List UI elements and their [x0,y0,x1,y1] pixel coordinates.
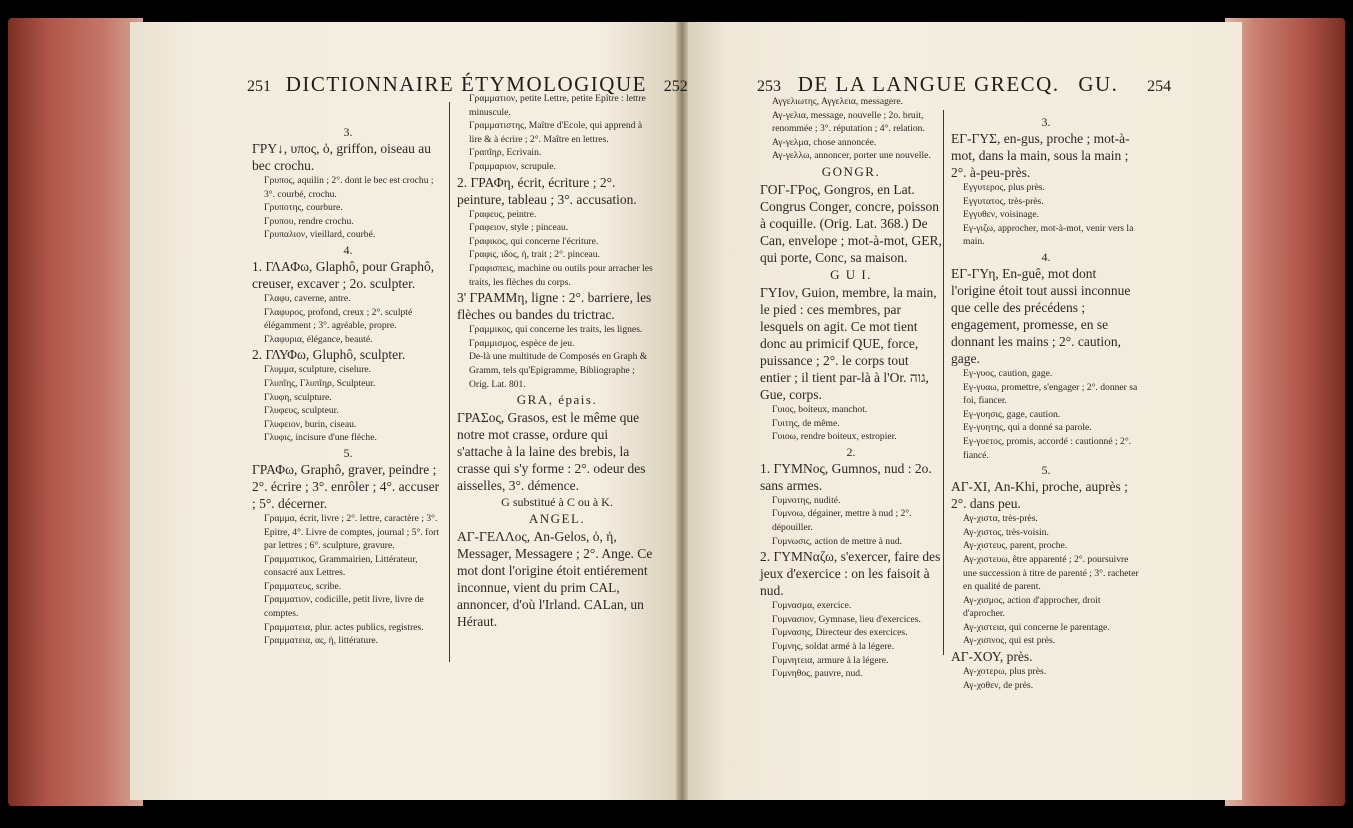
entry-derivative: Αγ-χοτερω, plus près. [963,666,1047,678]
right-page-header [757,72,1171,97]
section-heading: 3. [1041,115,1051,129]
right-column-rule [943,110,944,655]
entry-headword: 2. ΓΡΑΦη, écrit, écriture ; 2°. peinture, tableau ; 3°. accusation. [457,174,637,207]
entry-headword: ΓΡΥ↓, υπος, ὁ, griffon, oiseau au bec crochu. [252,141,432,173]
entry-headword: 3' ΓΡΑΜΜη, ligne : 2°. barriere, les flèches ou bandes du trictrac. [457,290,652,323]
entry-derivative: Γυμνασμα, exercice. [772,600,852,612]
section-heading: GRA, épais. [516,392,598,408]
entry-derivative: Γυμνητεια, armure à la légere. [772,654,889,666]
section-heading: GONGR. [821,163,881,179]
right-section-label: GU. [1078,72,1119,96]
entry-derivative: Αγγελιωτης, Αγγελεια, messagere. [772,96,904,107]
entry-derivative: Γυιος, boiteux, manchot. [772,403,868,415]
entry-derivative: Γραμμισμος, espèce de jeu. [469,337,575,349]
entry-headword: ΑΓ-ΓΕΛΛος, An-Gelos, ὁ, ἡ, Messager, Messagere ; 2°. Ange. Ce mot dont l'origine étoit entiérement inconnue, vient du prim CAL, annoncer, d'où l'Irland. CALan, un Héraut. [457,529,653,630]
entry-derivative: Γραφικος, qui concerne l'écriture. [469,235,599,247]
entry-derivative: Γυμνηθος, pauvre, nud. [772,668,863,680]
entry-derivative: Γραφειον, style ; pinceau. [469,222,569,234]
entry-derivative: Γραφευς, peintre. [469,208,537,220]
entry-headword: 1. ΓΛΑΦω, Glaphô, pour Graphô, creuser, excaver ; 2o. sculpter. [252,258,435,291]
entry-derivative: Αγ-χιστευω, être apparenté ; 2°. poursuivre une succession à titre de parenté ; 3°. racheter en qualité de parent. [963,553,1139,593]
entry-derivative: Γυμνασης, Directeur des exercices. [772,627,908,639]
section-heading: 2. [846,444,856,459]
entry-derivative: Γραμματιον, codicille, petit livre, livre de comptes. [264,594,424,620]
left-page-number-b: 252 [663,78,688,95]
entry-derivative: Γραπῖηρ, Ecrivain. [469,147,542,159]
right-running-title: DE LA LANGUE GRECQ. [797,72,1060,96]
entry-derivative: Αγ-χιστεια, qui concerne le parentage. [963,621,1110,633]
entry-derivative: Αγ-γελια, message, nouvelle ; 2o. bruit, renommée ; 3°. réputation ; 4°. relation. [772,109,925,135]
entry-headword: ΑΓ-ΧΟΥ, près. [951,649,1033,665]
entry-derivative: Γραφις, ιδος, ἡ, trait ; 2°. pinceau. [469,249,600,261]
entry-derivative: De-là une multitude de Composés en Graph & Gramm, tels qu'Epigramme, Bibliographe ; Orig. Lat. 801. [469,351,648,390]
entry-derivative: Αγ-χιστα, très-près. [963,513,1038,525]
entry-headword: ΓΟΓ-ΓΡος, Gongros, en Lat. Congrus Conger, concre, poisson à coquille. (Orig. Lat. 368.) De Can, envelope ; mot-à-mot, GER, qui porte, Conc, sa maison. [760,181,942,265]
entry-derivative: Γυμνοτης, nudité. [772,494,841,506]
entry-derivative: Γυμνοω, dégainer, mettre à nud ; 2°. dépouiller. [772,508,912,533]
entry-derivative: Γλυφις, incisure d'une flèche. [264,432,377,444]
section-heading: G substitué à C ou à K. [501,495,613,510]
entry-derivative: Γραμματιστης, Maître d'Ecole, qui apprend à lire & à écrire ; 2°. Maître en lettres. [469,120,643,145]
section-heading: 4. [343,242,353,257]
entry-derivative: Γραμμικος, qui concerne les traits, les lignes. [469,324,643,336]
left-column-rule [449,102,450,662]
entry-derivative: Γλαφυρος, profond, creux ; 2°. sculpté élégamment ; 3°. agréable, propre. [264,306,413,332]
entry-derivative: Εγ-γυητης, qui a donné sa parole. [963,422,1092,434]
entry-headword: 2. ΓΛΥΦω, Gluphô, sculpter. [252,347,406,363]
entry-derivative: Γραμματεια, plur. actes publics, registres. [264,621,424,633]
section-heading: 4. [1041,249,1051,264]
entry-derivative: Γλυφη, sculpture. [264,391,332,403]
entry-derivative: Γλαφυ, caverne, antre. [264,292,351,304]
entry-derivative: Εγ-γυετος, promis, accordé : cautionné ; 2°. fiancé. [963,435,1132,461]
entry-derivative: Εγ-γυαω, promettre, s'engager ; 2°. donner sa foi, fiancer. [963,381,1138,407]
entry-derivative: Γλυπῖης, Γλυπῖηρ, Sculpteur. [264,377,376,389]
entry-derivative: Αγ-χισμος, action d'approcher, droit d'aprocher. [963,594,1101,620]
left-column-2 [457,92,657,630]
section-heading: 3. [343,125,353,139]
right-page-number-a: 253 [757,78,781,95]
entry-derivative: Γραμμα, écrit, livre ; 2°. lettre, caractère ; 3°. Epitre, 4°. Livre de comptes, journal ; 5°. fort par lettres ; 6°. sculpture, gravure. [264,512,439,552]
section-heading: ANGEL. [528,511,586,527]
entry-derivative: Αγ-χοθεν, de près. [963,679,1034,691]
entry-headword: ΓΡΑΣος, Grasos, est le même que notre mot crasse, ordure qui s'attache à la laine des brebis, la crasse qui s'y forme : 2°. odeur des aisselles, 3°. démence. [457,410,646,494]
entry-headword: ΕΓ-ΓΥη, En-guê, mot dont l'origine étoit tout aussi inconnue que celle des précédens ; engagement, promesse, en se donnant les mains ; 2°. caution, gage. [951,265,1131,366]
entry-derivative: Εγ-γυησις, gage, caution. [963,408,1061,420]
entry-derivative: Γραμματεια, ας, ἡ, littérature. [264,635,379,647]
right-column-1 [760,95,942,681]
entry-headword: ΓΡΑΦω, Graphô, graver, peindre ; 2°. écrire ; 3°. enrôler ; 4°. accuser ; 5°. décerner. [252,461,440,511]
entry-headword: ΓΥΙον, Guion, membre, la main, le pied : ces membres, par lesquels on agit. Ce mot tient donc au primicif QUE, force, puissance ; 2°. le corps tout entier ; il tient par-là à l'Or. גוה, Gue, corps. [760,284,937,402]
entry-headword: 2. ΓΥΜΝαζω, s'exercer, faire des jeux d'exercice : on les faisoit à nud. [760,549,941,599]
book-gutter [676,22,688,800]
right-page-number-b: 254 [1147,78,1172,95]
left-column-1 [252,124,444,648]
entry-derivative: Γρυπου, rendre crochu. [264,215,354,227]
entry-derivative: Γρυπαλιον, vieillard, courbé. [264,229,376,241]
entry-derivative: Γυμνωσις, action de mettre à nud. [772,535,903,547]
entry-headword: 1. ΓΥΜΝος, Gumnos, nud : 2o. sans armes. [760,460,932,493]
entry-derivative: Γλυφευς, sculpteur. [264,405,339,417]
left-page-edges [8,18,143,806]
entry-derivative: Γραμμαριον, scrupule. [469,160,556,172]
entry-derivative: Αγ-χιστος, très-voisin. [963,526,1049,538]
entry-derivative: Γυιοω, rendre boiteux, estropier. [772,431,897,443]
entry-derivative: Γρυποτης, courbure. [264,202,343,214]
left-running-title: DICTIONNAIRE ÉTYMOLOGIQUE [285,72,647,96]
entry-derivative: Γρυπος, aquilin ; 2°. dont le bec est crochu ; 3°. courbé, crochu. [264,175,434,200]
entry-derivative: Εγγυθεν, voisinage. [963,209,1040,221]
entry-derivative: Γυμνης, soldat armé à la légere. [772,640,895,652]
entry-derivative: Γλυφειον, burin, ciseau. [264,418,357,430]
left-page-number-a: 251 [247,78,271,95]
entry-derivative: Γλυμμα, sculpture, ciselure. [264,364,372,376]
section-heading: 5. [1041,463,1051,478]
entry-derivative: Γραμματευς, scribe. [264,580,342,592]
entry-derivative: Γραμματιον, petite Lettre, petite Epître : lettre minuscule. [469,93,646,118]
entry-derivative: Γραφισπεις, machine ou outils pour arracher les traits, les flèches du corps. [469,262,653,288]
entry-derivative: Εγγυτερος, plus près. [963,182,1045,193]
entry-headword: ΕΓ-ΓΥΣ, en-gus, proche ; mot-à-mot, dans la main, sous la main ; 2°. à-peu-près. [951,131,1130,180]
entry-derivative: Εγ-γυος, caution, gage. [963,367,1053,379]
right-column-2 [951,114,1141,692]
entry-derivative: Αγ-γελμα, chose annoncée. [772,136,877,148]
entry-derivative: Γυιτης, de même. [772,417,840,429]
entry-derivative: Αγ-χισινος, qui est près. [963,635,1056,647]
section-heading: 5. [343,445,353,460]
entry-derivative: Γλαφυρια, élégance, beauté. [264,333,373,345]
entry-derivative: Αγ-χιστευς, parent, proche. [963,540,1068,552]
entry-headword: ΑΓ-ΧΙ, An-Khi, proche, auprès ; 2°. dans peu. [951,479,1128,512]
section-heading: G U I. [830,266,872,282]
entry-derivative: Εγγυτατος, très-près. [963,195,1044,207]
entry-derivative: Εγ-γιζω, approcher, mot-à-mot, venir vers la main. [963,222,1134,248]
entry-derivative: Γυμνασιον, Gymnase, lieu d'exercices. [772,613,921,625]
entry-derivative: Αγ-γελλω, annoncer, porter une nouvelle. [772,150,931,162]
right-page-edges [1225,18,1345,806]
entry-derivative: Γραμματικος, Grammairien, Littérateur, consacré aux Lettres. [264,553,418,579]
